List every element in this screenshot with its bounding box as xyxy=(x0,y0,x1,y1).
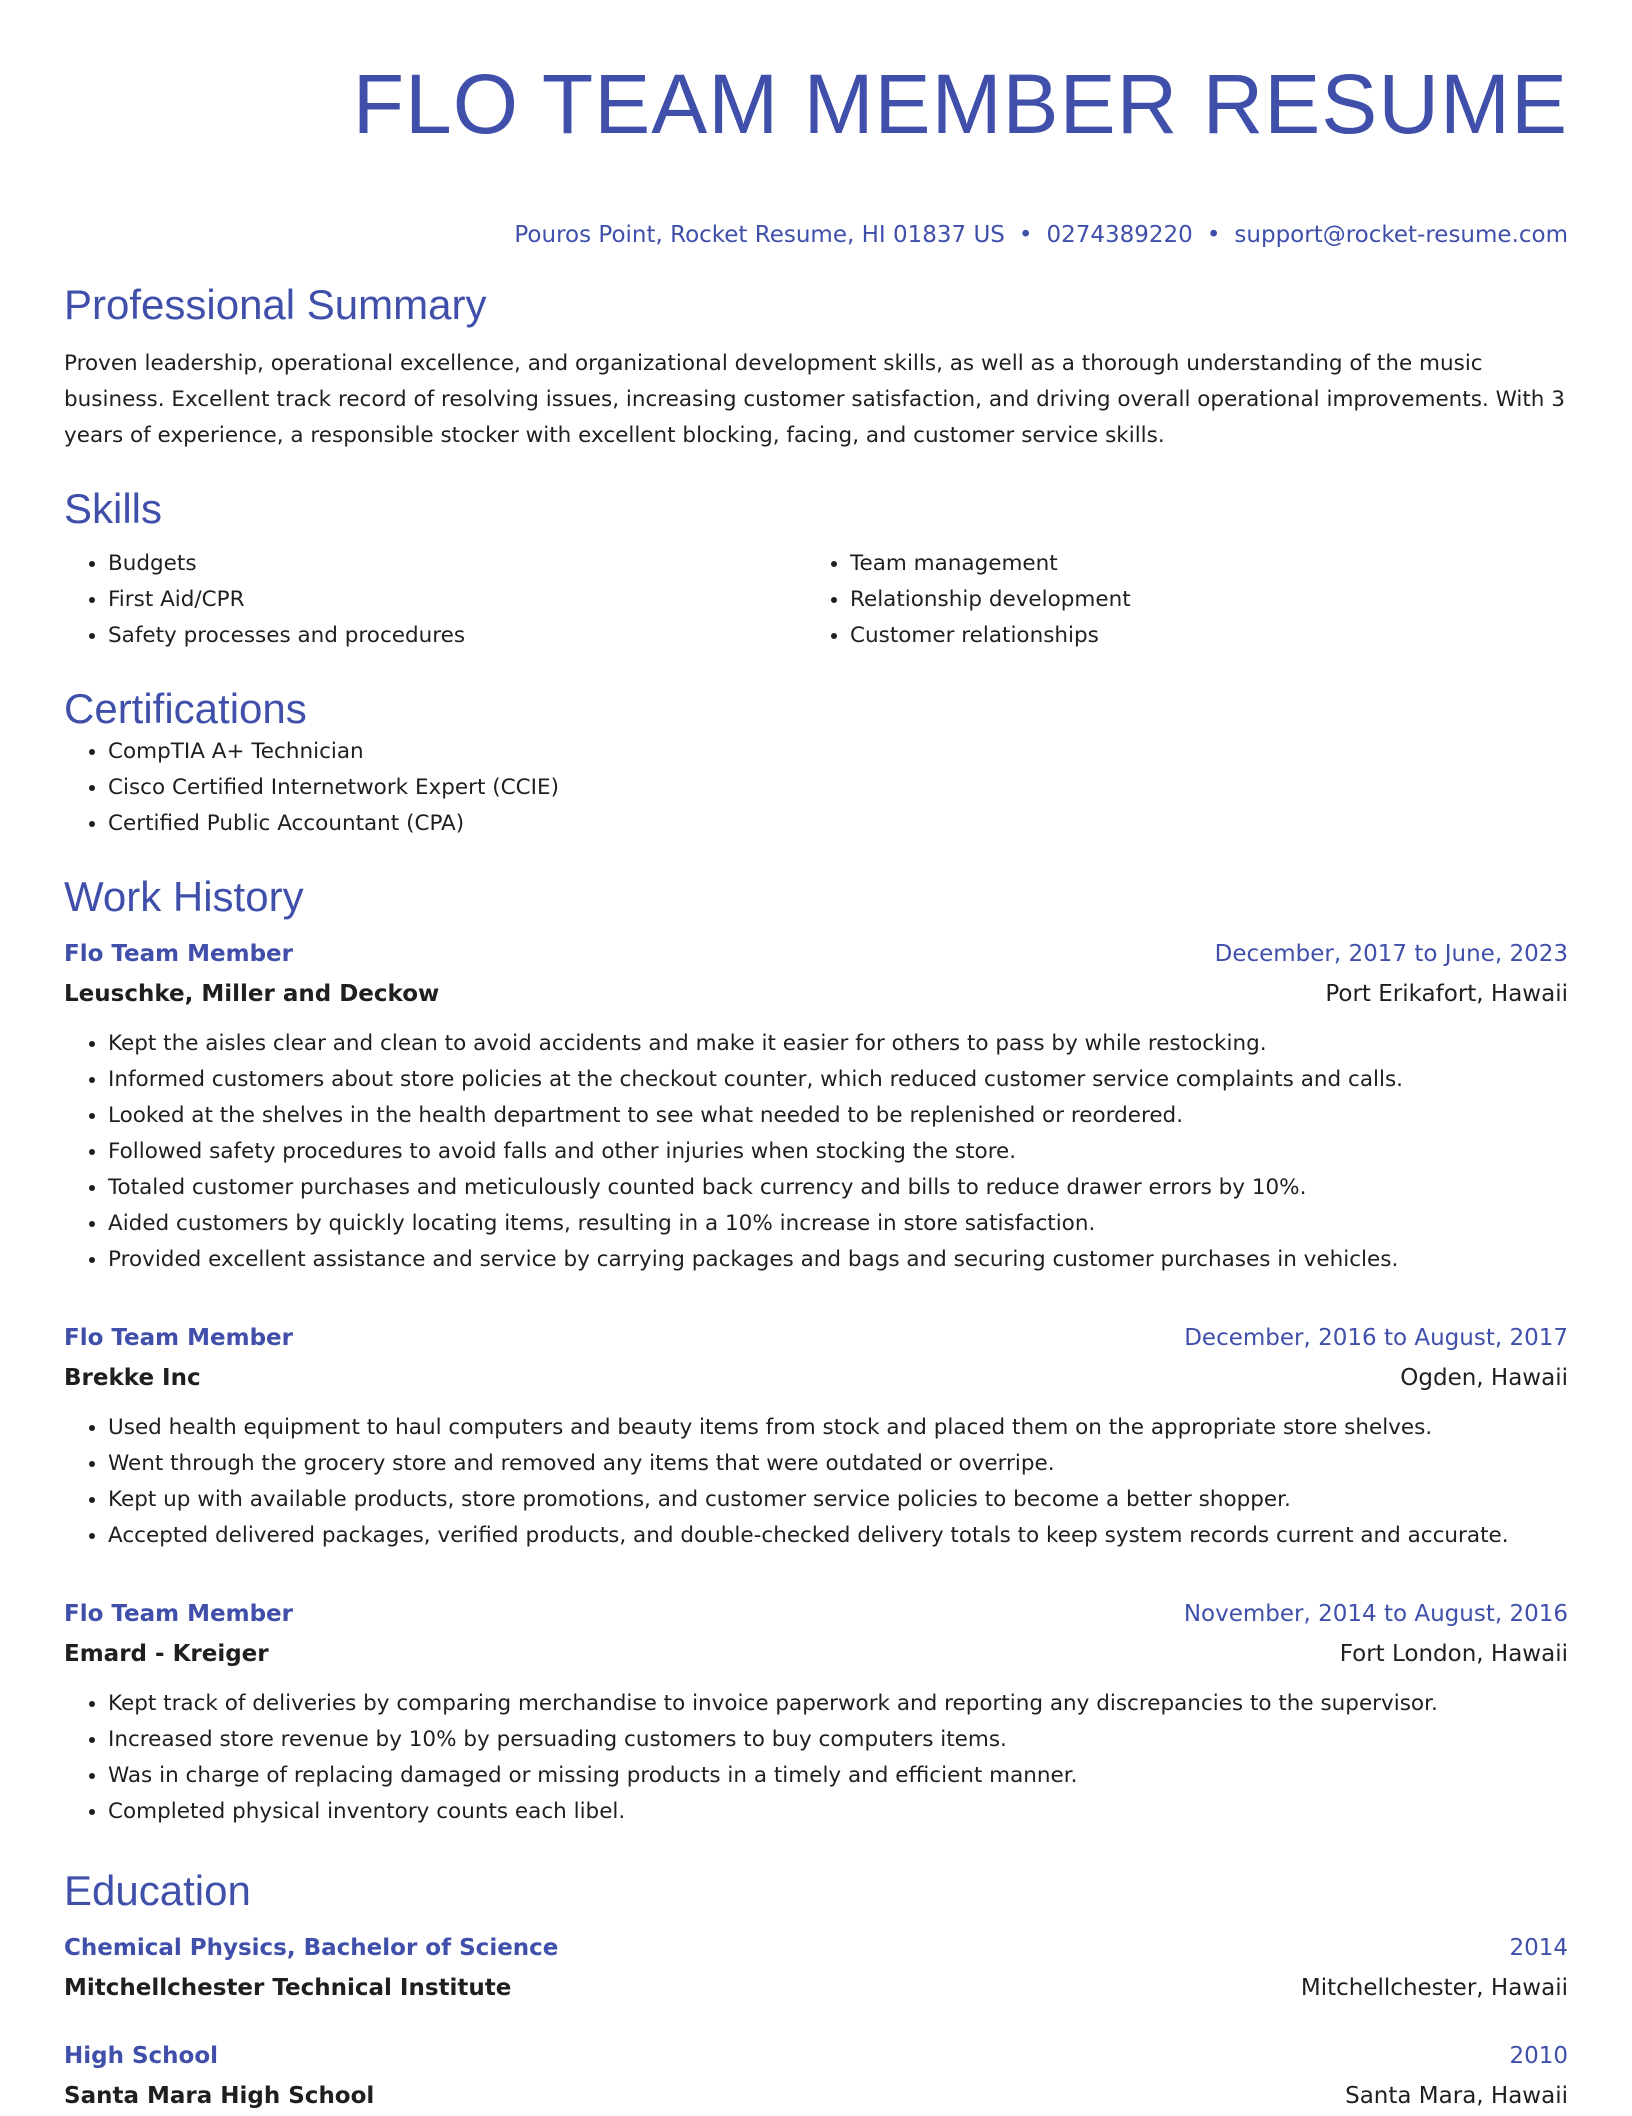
resume-header xyxy=(64,54,1568,250)
education-school: Santa Mara High School xyxy=(64,2083,375,2109)
skills-grid xyxy=(64,546,1568,654)
education-header-row xyxy=(64,2036,1568,2076)
skill-item: • Team management xyxy=(850,546,1548,582)
job-location: Port Erikafort, Hawaii xyxy=(1325,981,1568,1007)
education-year: 2014 xyxy=(1509,1935,1568,1961)
job-bullet: • Was in charge of replacing damaged or missing products in a timely and efficient manner. xyxy=(108,1758,1568,1794)
education-entry xyxy=(64,2036,1568,2116)
education-school-row xyxy=(64,1968,1568,2008)
job-role: Flo Team Member xyxy=(64,941,293,967)
section-title-education: Education xyxy=(64,1867,251,1914)
contact-separator: • xyxy=(1206,222,1221,248)
job-company-row xyxy=(64,974,1568,1014)
job-bullet: • Increased store revenue by 10% by persuading customers to buy computers items. xyxy=(108,1722,1568,1758)
education-entry xyxy=(64,1928,1568,2008)
education-school-row xyxy=(64,2076,1568,2116)
job-location: Ogden, Hawaii xyxy=(1400,1365,1568,1391)
job-bullet: • Kept track of deliveries by comparing merchandise to invoice paperwork and reporting any discrepancies to the supervisor. xyxy=(108,1686,1568,1722)
summary-text: Proven leadership, operational excellence, and organizational development skills, as well as a thorough understanding of the music business. Excellent track record of resolving issues, increasing customer satisfaction, and driving overall operational improvements. With 3 years of experience, a responsible stocker with excellent blocking, facing, and customer service skills. xyxy=(64,351,1565,448)
job-company: Brekke Inc xyxy=(64,1365,201,1391)
job-entry xyxy=(64,934,1568,1278)
job-bullet: • Totaled customer purchases and meticulously counted back currency and bills to reduce drawer errors by 10%. xyxy=(108,1170,1568,1206)
job-bullet: • Completed physical inventory counts each libel. xyxy=(108,1794,1568,1830)
job-entry xyxy=(64,1318,1568,1554)
job-header-row xyxy=(64,934,1568,974)
contact-phone: 0274389220 xyxy=(1046,222,1193,248)
job-header-row xyxy=(64,1318,1568,1358)
job-bullets xyxy=(64,1686,1568,1830)
job-bullet: • Informed customers about store policies at the checkout counter, which reduced customer service complaints and calls. xyxy=(108,1062,1568,1098)
job-dates: November, 2014 to August, 2016 xyxy=(1183,1601,1568,1627)
resume-title: FLO TEAM MEMBER RESUME xyxy=(352,57,1568,151)
job-role: Flo Team Member xyxy=(64,1325,293,1351)
skills-list-left xyxy=(64,546,806,654)
skill-item: • Budgets xyxy=(108,546,806,582)
job-bullet: • Accepted delivered packages, verified products, and double-checked delivery totals to keep system records current and accurate. xyxy=(108,1518,1568,1554)
job-bullets xyxy=(64,1026,1568,1278)
job-company: Leuschke, Miller and Deckow xyxy=(64,981,440,1007)
job-company-row xyxy=(64,1634,1568,1674)
skills-column-left xyxy=(64,546,806,654)
certification-item: • CompTIA A+ Technician xyxy=(108,734,1568,770)
job-bullets xyxy=(64,1410,1568,1554)
education-year: 2010 xyxy=(1509,2043,1568,2069)
job-bullet: • Used health equipment to haul computers and beauty items from stock and placed them on the appropriate store shelves. xyxy=(108,1410,1568,1446)
section-title-work-history: Work History xyxy=(64,873,304,920)
job-dates: December, 2017 to June, 2023 xyxy=(1214,941,1568,967)
skills-list-right xyxy=(806,546,1548,654)
job-location: Fort London, Hawaii xyxy=(1339,1641,1568,1667)
section-title-certifications: Certifications xyxy=(64,685,307,732)
education-degree: Chemical Physics, Bachelor of Science xyxy=(64,1935,559,1961)
education-location: Mitchellchester, Hawaii xyxy=(1300,1975,1568,2001)
skill-item: • First Aid/CPR xyxy=(108,582,806,618)
contact-address: Pouros Point, Rocket Resume, HI 01837 US xyxy=(514,222,1005,248)
skills-column-right xyxy=(806,546,1548,654)
skill-item: • Relationship development xyxy=(850,582,1548,618)
job-dates: December, 2016 to August, 2017 xyxy=(1184,1325,1568,1351)
skill-item: • Customer relationships xyxy=(850,618,1548,654)
section-title-summary: Professional Summary xyxy=(64,281,487,328)
contact-line xyxy=(64,220,1568,250)
education-header-row xyxy=(64,1928,1568,1968)
certification-item: • Cisco Certified Internetwork Expert (CCIE) xyxy=(108,770,1568,806)
education-school: Mitchellchester Technical Institute xyxy=(64,1975,512,2001)
contact-separator: • xyxy=(1018,222,1033,248)
job-company-row xyxy=(64,1358,1568,1398)
job-bullet: • Looked at the shelves in the health department to see what needed to be replenished or reordered. xyxy=(108,1098,1568,1134)
skill-item: • Safety processes and procedures xyxy=(108,618,806,654)
certifications-list xyxy=(64,734,1568,842)
job-bullet: • Kept up with available products, store promotions, and customer service policies to become a better shopper. xyxy=(108,1482,1568,1518)
job-company: Emard - Kreiger xyxy=(64,1641,269,1667)
job-bullet: • Went through the grocery store and removed any items that were outdated or overripe. xyxy=(108,1446,1568,1482)
job-entry xyxy=(64,1594,1568,1830)
certification-item: • Certified Public Accountant (CPA) xyxy=(108,806,1568,842)
education-degree: High School xyxy=(64,2043,219,2069)
job-bullet: • Followed safety procedures to avoid falls and other injuries when stocking the store. xyxy=(108,1134,1568,1170)
job-role: Flo Team Member xyxy=(64,1601,293,1627)
job-bullet: • Kept the aisles clear and clean to avoid accidents and make it easier for others to pass by while restocking. xyxy=(108,1026,1568,1062)
job-bullet: • Aided customers by quickly locating items, resulting in a 10% increase in store satisfaction. xyxy=(108,1206,1568,1242)
job-bullet: • Provided excellent assistance and service by carrying packages and bags and securing customer purchases in vehicles. xyxy=(108,1242,1568,1278)
job-header-row xyxy=(64,1594,1568,1634)
education-location: Santa Mara, Hawaii xyxy=(1345,2083,1568,2109)
section-title-skills: Skills xyxy=(64,485,163,532)
contact-email[interactable]: support@rocket-resume.com xyxy=(1234,222,1568,248)
